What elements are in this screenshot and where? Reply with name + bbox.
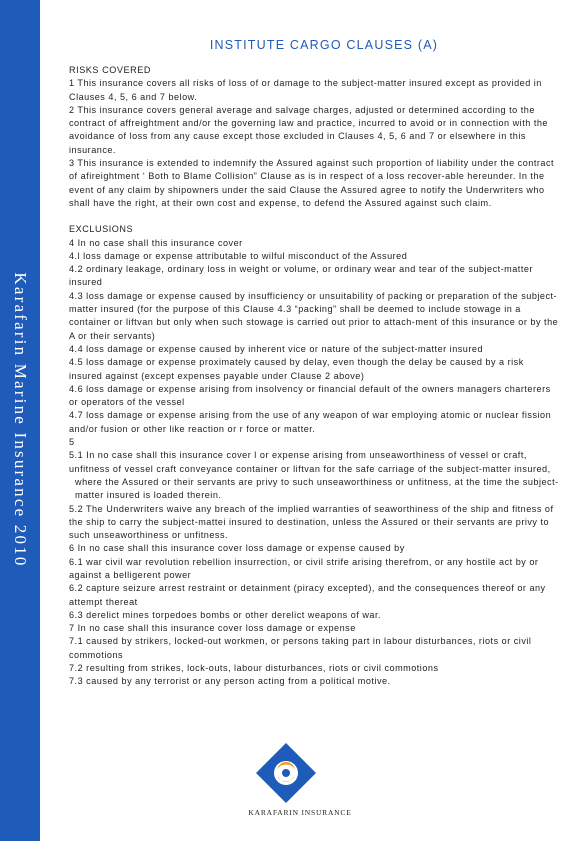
clause-3: 3 This insurance is extended to indemnify the Assured against such proportion of liability under the contract of afireightment ‘ Both to Blame Collision” Clause as is in respect of a loss recover-able hereunder. In the event of any claim by shipowners under the said Clause the Assured agree to notify the Underwriters who shall have the right, at their own cost and expense, to defend the Assured against such claim.: [69, 158, 555, 208]
clause-5: 5: [69, 437, 75, 448]
clause-6-3: 6.3 derelict mines torpedoes bombs or other derelict weapons of war.: [69, 609, 382, 620]
clause-7: 7 In no case shall this insurance cover loss damage or expense: [69, 623, 356, 634]
clause-1: 1 This insurance covers all risks of loss of or damage to the subject-matter insured except as provided in Clauses 4, 5, 6 and 7 below.: [69, 78, 542, 102]
clause-7-2: 7.2 resulting from strikes, lock-outs, labour disturbances, riots or civil commotions: [69, 663, 439, 674]
clause-4-4: 4.4 loss damage or expense caused by inherent vice or nature of the subject-matter insured: [69, 343, 484, 354]
clause-4-6: 4.6 loss damage or expense arising from insolvency or financial default of the owners managers charterers or operators of the vessel: [69, 383, 551, 408]
clause-5-1: 5.1 In no case shall this insurance cover l or expense arising from unseaworthiness of vessel or craft, unfitness of vessel craft conveyance container or liftvan for the safe carriage of the subject-matter insured,: [69, 450, 551, 474]
document-body: [69, 38, 559, 689]
karafarin-logo-icon: [255, 742, 317, 804]
clause-5-1-continuation: where the Assured or their servants are privy to such unseaworthiness or unfitness, at the time the subject-matter insured is loaded therein.: [75, 476, 559, 501]
clause-4-3: 4.3 loss damage or expense caused by insufficiency or unsuitability of packing or preparation of the subject-matter insured (for the purpose of this Clause 4.3 “packing” shall be deemed to include stowage in a container or liftvan but only when such stowage is carried out prior to attach-ment of this insurance or by the A or their servants): [69, 290, 559, 341]
clause-6: 6 In no case shall this insurance cover loss damage or expense caused by: [69, 543, 405, 554]
clause-6-1: 6.1 war civil war revolution rebellion insurrection, or civil strife arising therefrom, or any hostile act by or against a belligerent power: [69, 556, 539, 580]
clause-2: 2 This insurance covers general average and salvage charges, adjusted or determined according to the contract of affreightment and/or the governing law and practice, incurred to avoid or in connection with the avoidance of loss from any cause except those excluded in Clauses 4, 5, 6 and 7 or elsewhere in this insurance.: [69, 104, 548, 155]
clause-4-7: 4.7 loss damage or expense arising from the use of any weapon of war employing atomic or nuclear fission and/or fusion or other like reaction or r force or matter.: [69, 410, 552, 434]
clause-7-1: 7.1 caused by strikers, locked-out workmen, or persons taking part in labour disturbances, riots or civil commotions: [69, 636, 532, 660]
risks-covered-heading: RISKS COVERED: [69, 65, 151, 75]
clause-6-2: 6.2 capture seizure arrest restraint or detainment (piracy excepted), and the consequences thereof or any attempt thereat: [69, 583, 546, 607]
clause-7-3: 7.3 caused by any terrorist or any person acting from a political motive.: [69, 676, 391, 687]
clause-5-2: 5.2 The Underwriters waive any breach of the implied warranties of seaworthiness of the ship and fitness of the ship to carry the subject-mattei insured to destination, unless the Assured or their servants are privy to such unseaworthiness or unfitness.: [69, 503, 554, 541]
clause-4-2: 4.2 ordinary leakage, ordinary loss in weight or volume, or ordinary wear and tear of the subject-matter insured: [69, 264, 533, 288]
sidebar-vertical-title: Karafarin Marine Insurance 2010: [11, 272, 30, 568]
document-title: INSTITUTE CARGO CLAUSES (A): [209, 38, 439, 52]
clause-4-1: 4.l loss damage or expense attributable to wilful misconduct of the Assured: [69, 250, 408, 261]
sidebar-band: [0, 0, 40, 841]
logo-wordmark: KARAFARIN INSURANCE: [248, 808, 352, 817]
clause-4-5: 4.5 loss damage or expense proximately caused by delay, even though the delay be caused by a risk insured against (except expenses payable under Clause 2 above): [69, 357, 524, 381]
exclusions-heading: EXCLUSIONS: [69, 224, 134, 235]
section-spacer: [69, 210, 559, 223]
clause-4: 4 In no case shall this insurance cover: [69, 237, 243, 248]
